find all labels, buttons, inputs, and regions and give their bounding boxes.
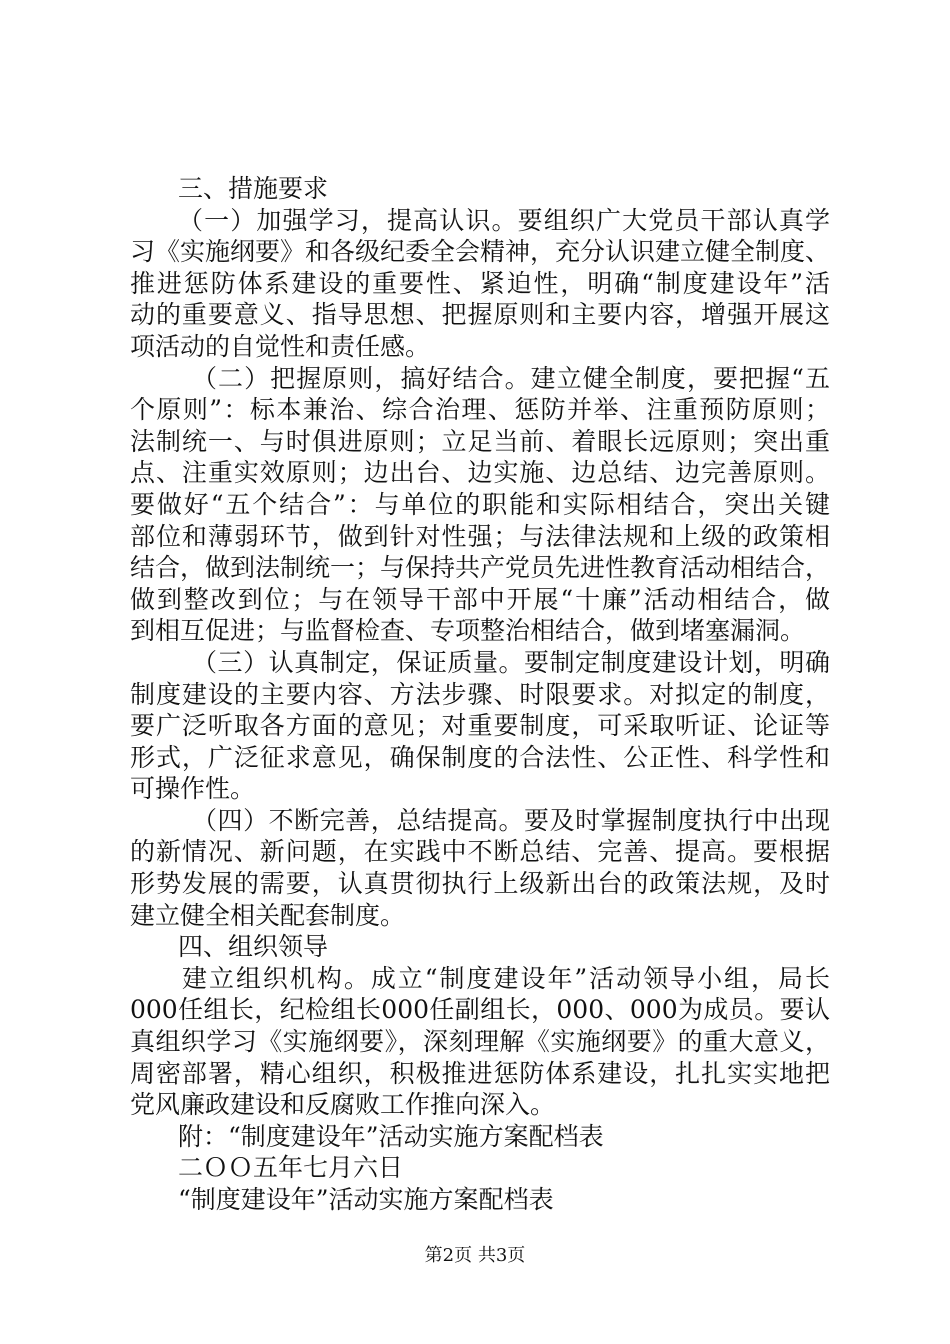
paragraph-line: 形势发展的需要，认真贯彻执行上级新出台的政策法规，及时 [130,869,830,899]
attachment-title: “制度建设年”活动实施方案配档表 [178,1185,554,1214]
paragraph-line: 党风廉政建设和反腐败工作推向深入。 [130,1090,556,1120]
paragraph-line: （三）认真制定，保证质量。要制定制度建设计划，明确 [192,647,830,677]
document-date: 二ＯＯ五年七月六日 [178,1153,404,1183]
paragraph-line: 建立健全相关配套制度。 [130,900,406,930]
paragraph-line: 结合，做到法制统一；与保持共产党员先进性教育活动相结合， [130,553,831,583]
paragraph-line: 点、注重实效原则；边出台、边实施、边总结、边完善原则。 [130,458,830,488]
page-footer: 第2页 共3页 [424,1245,526,1266]
paragraph-line: 到相互促进；与监督检查、专项整治相结合，做到堵塞漏洞。 [130,616,806,646]
paragraph-line: 制度建设的主要内容、方法步骤、时限要求。对拟定的制度， [130,679,830,709]
paragraph-line: 真组织学习《实施纲要》，深刻理解《实施纲要》的重大意义， [130,1027,830,1057]
paragraph-line: 项活动的自觉性和责任感。 [130,331,431,361]
paragraph-line: 的新情况、新问题，在实践中不断总结、完善、提高。要根据 [130,837,830,867]
paragraph-line: 形式，广泛征求意见，确保制度的合法性、公正性、科学性和 [130,742,830,772]
paragraph-line: （一）加强学习，提高认识。要组织广大党员干部认真学 [178,205,830,235]
paragraph-line: 周密部署，精心组织，积极推进惩防体系建设，扎扎实实地把 [130,1058,830,1088]
paragraph-line: 要做好“五个结合”：与单位的职能和实际相结合，突出关键 [130,489,830,519]
paragraph-line: 做到整改到位；与在领导干部中开展“十廉”活动相结合，做 [130,584,830,614]
paragraph-line: （二）把握原则，搞好结合。建立健全制度，要把握“五 [192,363,830,393]
paragraph-line: 动的重要意义、指导思想、把握原则和主要内容，增强开展这 [130,300,830,330]
paragraph-line: 000任组长，纪检组长000任副组长，000、000为成员。要认 [130,995,830,1025]
attachment-note: 附：“制度建设年”活动实施方案配档表 [178,1121,604,1151]
paragraph-line: 个原则”：标本兼治、综合治理、惩防并举、注重预防原则； [130,395,830,425]
document-body [130,173,830,1216]
paragraph-line: 习《实施纲要》和各级纪委全会精神，充分认识建立健全制度、 [130,237,831,267]
paragraph-line: 建立组织机构。成立“制度建设年”活动领导小组，局长 [182,963,830,993]
paragraph-line: 要广泛听取各方面的意见；对重要制度，可采取听证、论证等 [130,711,830,741]
paragraph-line: 法制统一、与时俱进原则；立足当前、着眼长远原则；突出重 [130,426,830,456]
section-heading-measures: 三、措施要求 [178,174,329,203]
paragraph-line: 部位和薄弱环节，做到针对性强；与法律法规和上级的政策相 [130,521,830,551]
paragraph-line: 可操作性。 [130,774,256,804]
paragraph-line: （四）不断完善，总结提高。要及时掌握制度执行中出现 [192,805,830,835]
paragraph-line: 推进惩防体系建设的重要性、紧迫性，明确“制度建设年”活 [130,268,830,298]
section-heading-organization: 四、组织领导 [178,932,329,962]
